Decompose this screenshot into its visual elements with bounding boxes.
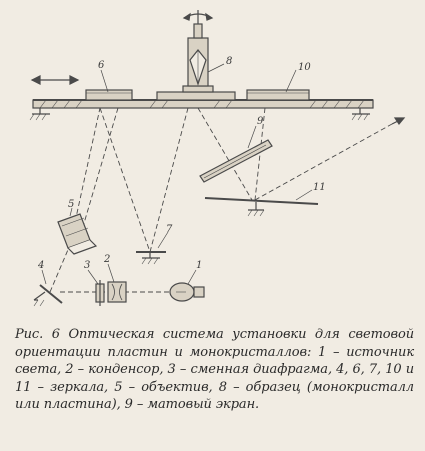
light-rays [50, 108, 392, 292]
label-1: 1 [196, 260, 203, 271]
label-10: 10 [298, 62, 311, 73]
objective-5 [58, 214, 96, 254]
diaphragm-3 [96, 280, 104, 306]
label-3: 3 [84, 260, 91, 271]
sample-holder-8 [157, 10, 235, 100]
label-5: 5 [68, 199, 75, 210]
table-supports [30, 108, 370, 120]
label-8: 8 [226, 56, 233, 67]
mirror-10-mount [247, 90, 309, 100]
mirror-4 [34, 285, 62, 306]
condenser-2 [108, 282, 126, 302]
label-7: 7 [166, 224, 173, 235]
light-source-1 [170, 283, 204, 301]
mirror-11 [205, 198, 318, 216]
label-9: 9 [257, 116, 264, 127]
movement-arrow [32, 76, 78, 84]
mirror-6-mount [86, 90, 132, 100]
figure-caption: Рис. 6 Оптическая система установки для световой ориентации пластин и монокристаллов: 1 – источник света, 2 – конденсор, 3 – сменная диафрагма, 4, 6, 7, 10 и 11 – зеркала, 5 – объектив, 8 – образец (монокристалл или пластина), 9 – матовый экран. [15, 327, 414, 413]
label-6: 6 [98, 60, 105, 71]
label-2: 2 [104, 254, 111, 265]
matte-screen-9 [200, 140, 272, 182]
mirror-7 [136, 252, 166, 264]
label-4: 4 [38, 260, 45, 271]
incident-arrow [392, 118, 404, 124]
label-11: 11 [313, 182, 326, 193]
table-plate [33, 100, 373, 108]
